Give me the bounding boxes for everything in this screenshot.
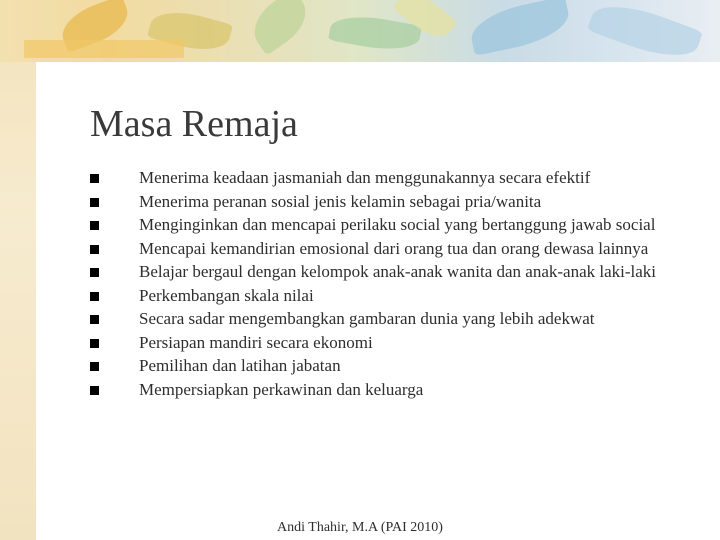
list-item-text: Mencapai kemandirian emosional dari orang tua dan orang dewasa lainnya (139, 238, 649, 258)
list-item (90, 240, 690, 258)
list-item (90, 263, 690, 281)
bullet-list (90, 169, 690, 404)
list-item-text: Secara sadar mengembangkan gambaran dunia yang lebih adekwat (139, 309, 595, 328)
list-item-text: Pemilihan dan latihan jabatan (139, 356, 341, 375)
list-item (90, 169, 690, 187)
square-bullet-icon (90, 174, 99, 183)
list-item (90, 381, 690, 399)
square-bullet-icon (90, 362, 99, 371)
list-item (90, 216, 690, 234)
list-item-text: Menerima keadaan jasmaniah dan menggunakannya secara efektif (139, 168, 591, 187)
slide-footer: Andi Thahir, M.A (PAI 2010) (277, 520, 443, 535)
decorative-accent-bar (24, 40, 184, 58)
list-item-text: Perkembangan skala nilai (139, 285, 314, 305)
list-item (90, 357, 690, 375)
list-item (90, 334, 690, 352)
square-bullet-icon (90, 221, 99, 230)
square-bullet-icon (90, 315, 99, 324)
list-item-text: Menginginkan dan mencapai perilaku social yang bertanggung jawab social (139, 215, 656, 234)
leaf-decoration (587, 0, 703, 68)
list-item (90, 193, 690, 211)
square-bullet-icon (90, 292, 99, 301)
list-item-text: Menerima peranan sosial jenis kelamin sebagai pria/wanita (139, 191, 542, 211)
list-item (90, 310, 690, 328)
square-bullet-icon (90, 268, 99, 277)
slide-title: Masa Remaja (90, 103, 298, 145)
square-bullet-icon (90, 245, 99, 254)
square-bullet-icon (90, 386, 99, 395)
decorative-left-strip (0, 0, 36, 540)
square-bullet-icon (90, 198, 99, 207)
list-item-text: Mempersiapkan perkawinan dan keluarga (139, 379, 424, 399)
leaf-decoration (244, 0, 316, 56)
leaf-decoration (467, 0, 573, 56)
list-item-text: Persiapan mandiri secara ekonomi (139, 332, 373, 352)
list-item (90, 287, 690, 305)
list-item-text: Belajar bergaul dengan kelompok anak-anak wanita dan anak-anak laki-laki (139, 262, 657, 281)
square-bullet-icon (90, 339, 99, 348)
